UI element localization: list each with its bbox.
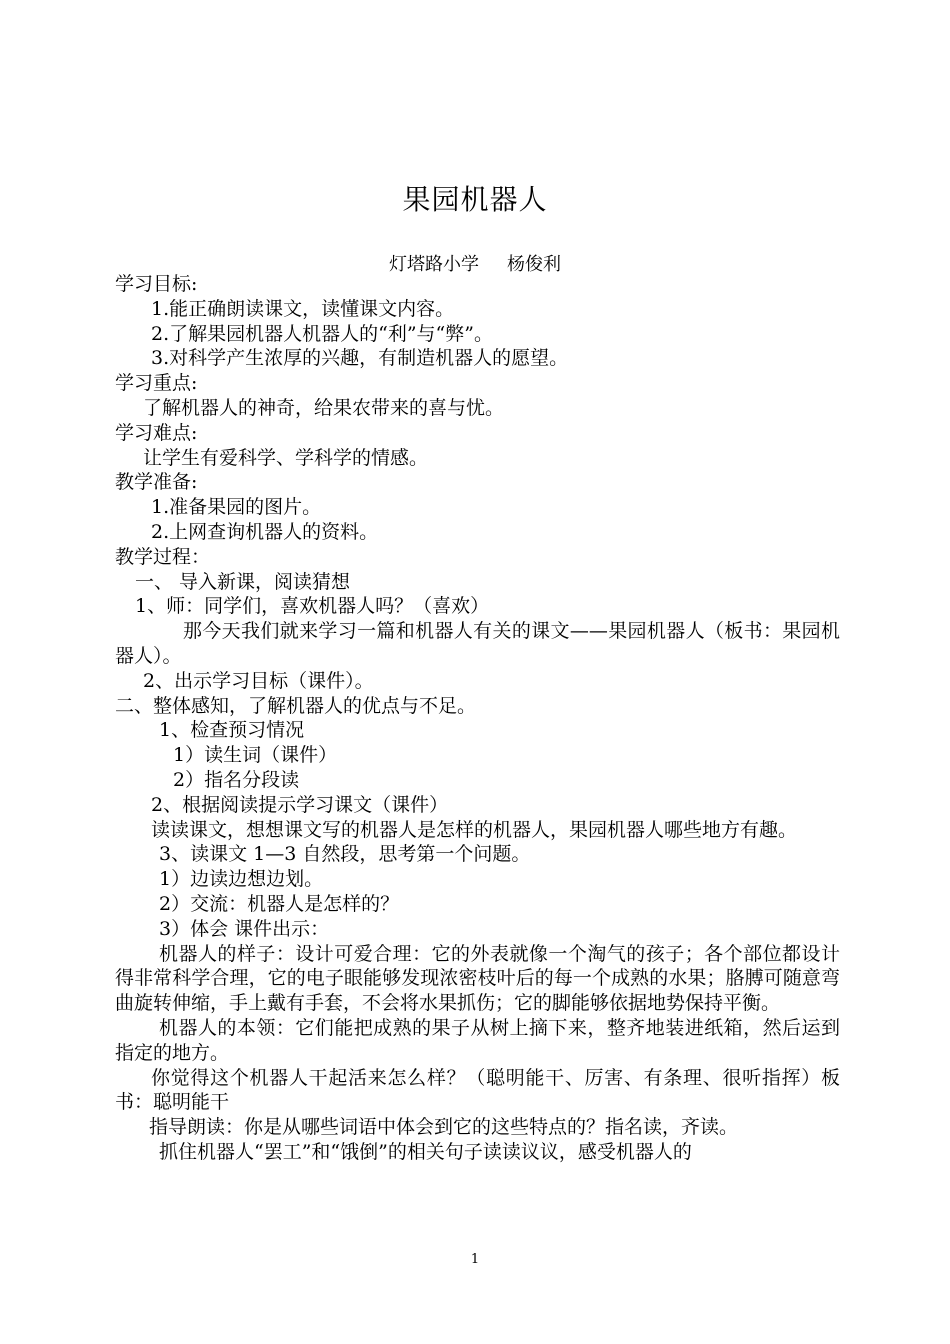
author-school: 灯塔路小学 — [389, 254, 479, 275]
list-item: 1.准备果园的图片。 — [151, 496, 322, 519]
list-item: 1）读生词（课件） — [173, 744, 338, 767]
author-name: 杨俊利 — [507, 254, 561, 275]
paragraph: 让学生有爱科学、学科学的情感。 — [143, 446, 429, 469]
paragraph: 2、根据阅读提示学习课文（课件） — [151, 793, 449, 816]
section-heading: 学习重点: — [115, 372, 198, 395]
paragraph: 读读课文，想想课文写的机器人是怎样的机器人，果园机器人哪些地方有趣。 — [151, 818, 798, 841]
paragraph: 2、出示学习目标（课件）。 — [143, 669, 374, 692]
list-item: 2）指名分段读 — [173, 768, 300, 791]
paragraph: 指导朗读：你是从哪些词语中体会到它的这些特点的？指名读，齐读。 — [149, 1116, 739, 1139]
section-heading: 学习目标: — [115, 273, 198, 295]
list-item: 2.了解果园机器人机器人的“利”与“弊”。 — [151, 322, 493, 345]
list-item: 1）边读边想边划。 — [159, 868, 324, 891]
list-item: 3）体会 课件出示： — [159, 917, 330, 940]
list-item: 2.上网查询机器人的资料。 — [151, 520, 379, 543]
paragraph: 3、读课文 1—3 自然段，思考第一个问题。 — [159, 843, 531, 866]
step-heading: 一、 导入新课，阅读猜想 — [135, 570, 351, 593]
list-item: 2）交流：机器人是怎样的？ — [159, 892, 400, 915]
paragraph: 1、师：同学们，喜欢机器人吗？（喜欢） — [135, 595, 490, 618]
step-heading: 二、整体感知，了解机器人的优点与不足。 — [115, 694, 477, 717]
section-heading: 学习难点: — [115, 421, 198, 444]
page-number: 1 — [470, 1252, 480, 1267]
document-title: 果园机器人 — [402, 183, 548, 216]
paragraph: 1、检查预习情况 — [159, 719, 305, 742]
paragraph: 机器人的样子：设计可爱合理：它的外表就像一个淘气的孩子；各个部位都设计得非常科学合理，它的电子眼能够发现浓密枝叶后的每一个成熟的水果；胳膊可随意弯曲旋转伸缩，手上戴有手套，不会将水果抓伤；它的脚能够依据地势保持平衡。 — [115, 942, 840, 1015]
paragraph: 那今天我们就来学习一篇和机器人有关的课文——果园机器人（板书：果园机器人）。 — [115, 620, 840, 667]
paragraph: 机器人的本领：它们能把成熟的果子从树上摘下来，整齐地装进纸箱，然后运到指定的地方。 — [115, 1016, 840, 1064]
document-body — [115, 272, 840, 1165]
section-heading: 教学过程： — [115, 545, 211, 568]
list-item: 3.对科学产生浓厚的兴趣，有制造机器人的愿望。 — [151, 347, 569, 370]
paragraph: 你觉得这个机器人干起活来怎么样？（聪明能干、厉害、有条理、很听指挥）板书：聪明能干 — [115, 1066, 840, 1114]
paragraph: 了解机器人的神奇，给果农带来的喜与忧。 — [143, 396, 505, 419]
paragraph: 抓住机器人“罢工”和“饿倒”的相关句子读读议议，感受机器人的 — [159, 1140, 692, 1163]
list-item: 1.能正确朗读课文，读懂课文内容。 — [151, 297, 455, 320]
section-heading: 教学准备: — [115, 471, 198, 494]
